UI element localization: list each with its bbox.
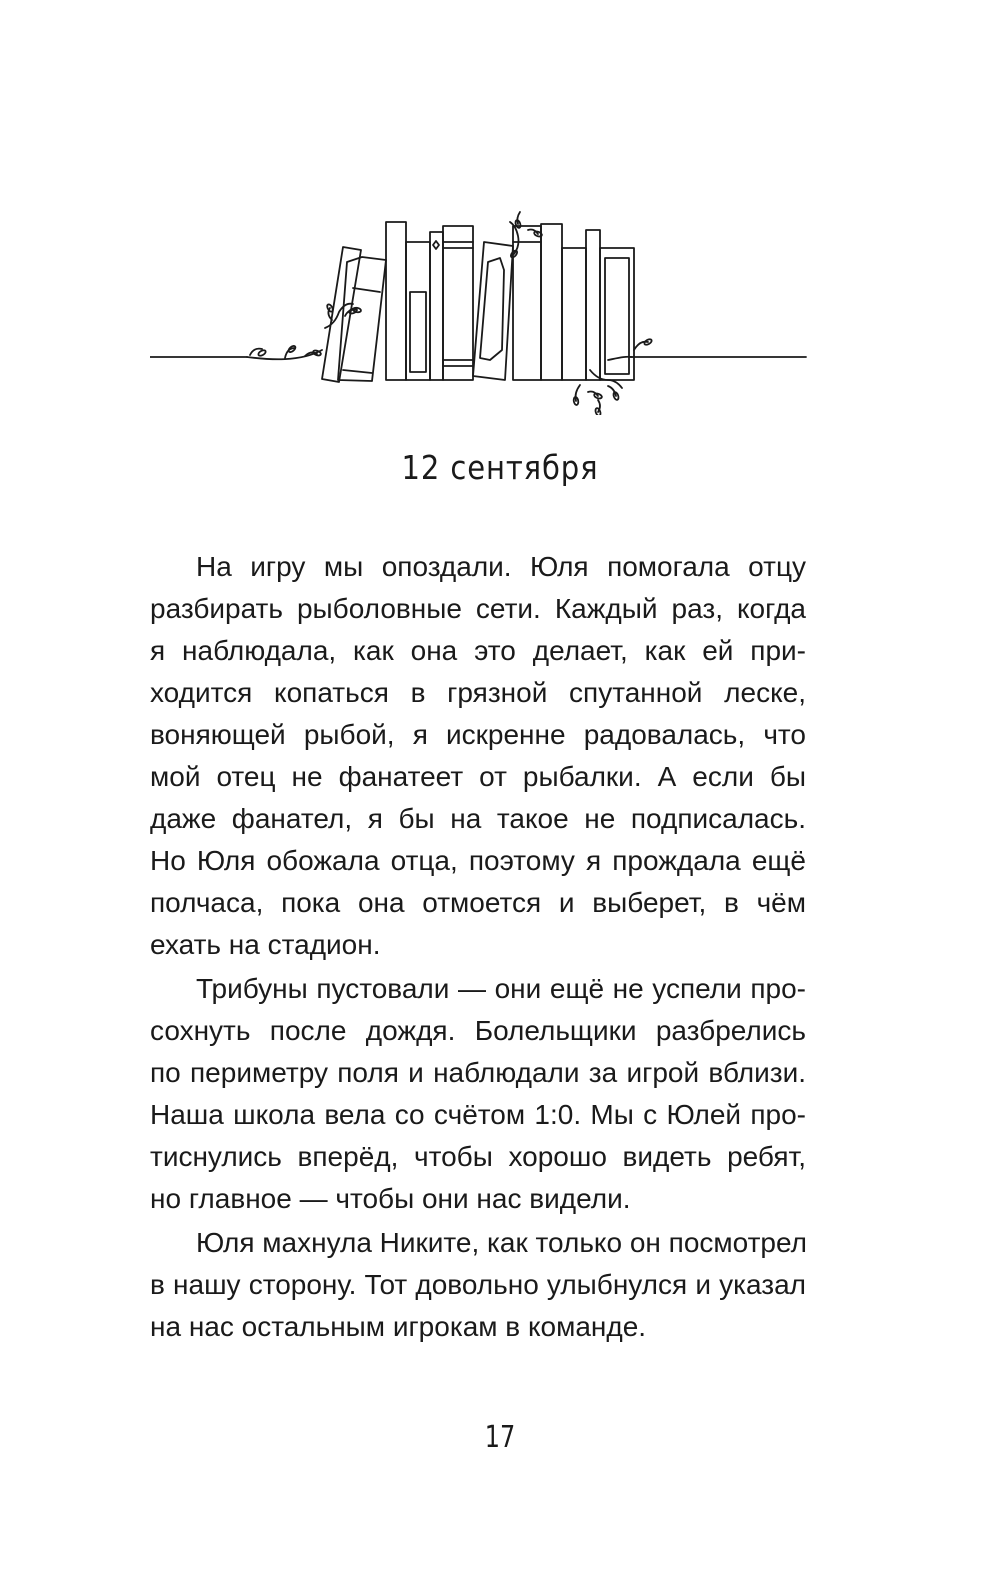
text-line: ходится копаться в грязной спутанной леске,: [150, 677, 806, 708]
text-line: сохнуть после дождя. Болельщики разбрелись: [150, 1015, 806, 1046]
text-line: разбирать рыболовные сети. Каждый раз, когда: [150, 593, 806, 624]
bookshelf-icon: [150, 210, 810, 415]
paragraph: [150, 546, 806, 966]
text-line: в нашу сторону. Тот довольно улыбнулся и указал: [150, 1269, 806, 1300]
text-line: мой отец не фанатеет от рыбалки. А если бы: [150, 761, 806, 792]
text-line: на нас остальным игрокам в команде.: [150, 1311, 647, 1342]
text-line: даже фанател, я бы на такое не подписалась.: [150, 803, 806, 834]
text-line: по периметру поля и наблюдали за игрой вблизи.: [150, 1057, 806, 1088]
chapter-date: 12 сентября: [401, 448, 599, 487]
text-line: Юля махнула Никите, как только он посмотрел: [196, 1227, 807, 1258]
paragraph: [150, 968, 806, 1220]
text-line: тиснулись вперёд, чтобы хорошо видеть ребят,: [150, 1141, 806, 1172]
text-line: воняющей рыбой, я искренне радовалась, что: [150, 719, 806, 750]
paragraph: [150, 1222, 806, 1348]
text-line: Наша школа вела со счётом 1:0. Мы с Юлей про-: [150, 1099, 806, 1130]
text-line: полчаса, пока она отмоется и выберет, в чём: [150, 887, 806, 918]
text-line: На игру мы опоздали. Юля помогала отцу: [196, 551, 806, 582]
text-line: но главное — чтобы они нас видели.: [150, 1183, 631, 1214]
text-line: ехать на стадион.: [150, 929, 381, 960]
body-text: [150, 546, 806, 1350]
page-number: 17: [484, 1420, 516, 1455]
text-line: Но Юля обожала отца, поэтому я прождала ещё: [150, 845, 806, 876]
text-line: я наблюдала, как она это делает, как ей при-: [150, 635, 806, 666]
text-line: Трибуны пустовали — они ещё не успели про-: [196, 973, 806, 1004]
